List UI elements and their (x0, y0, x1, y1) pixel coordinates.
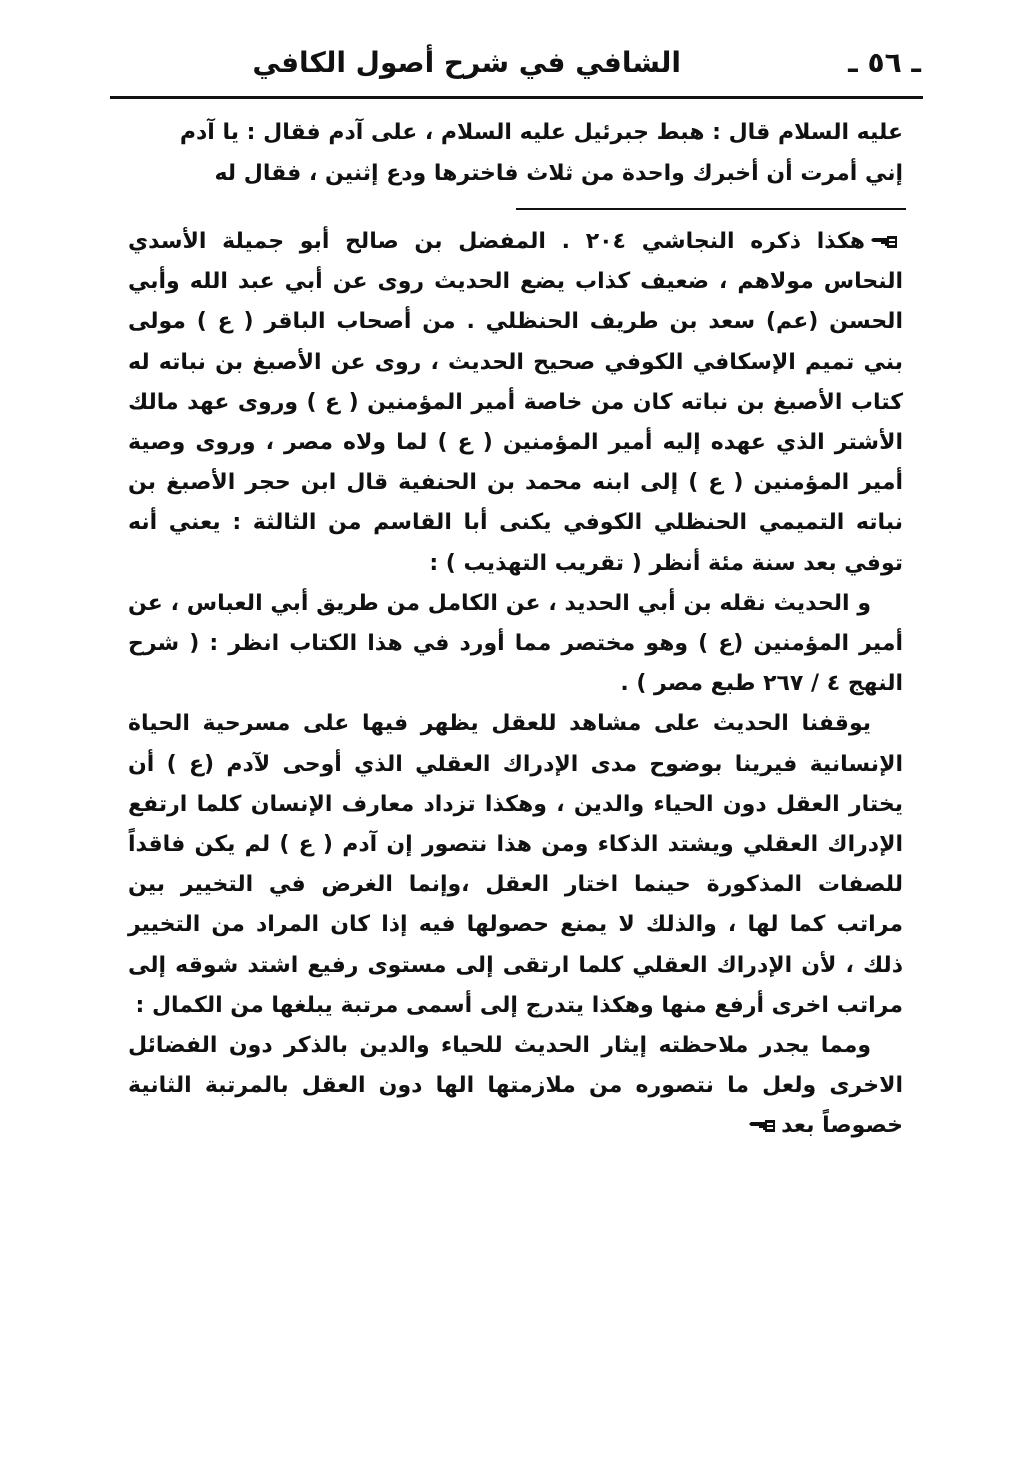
footnotes (128, 222, 903, 1147)
footnote-paragraph (128, 222, 903, 584)
footnote-paragraph (128, 1026, 903, 1147)
footnote-paragraph: يوقفنا الحديث على مشاهد للعقل يظهر فيها على مسرحية الحياة الإنسانية فيرينا بوضوح مدى الإدراك العقلي الذي أوحى لآدم (ع ) أن يختار العقل دون الحياء والدين ، وهكذا تزداد معارف الإنسان كلما ارتفع الإدراك العقلي ويشتد الذكاء ومن هذا نتصور إن آدم ( ع ) لم يكن فاقداً للصفات المذكورة حينما اختار العقل ،وإنما الغرض في التخيير بين مراتب كما لها ، والذلك لا يمنع حصولها فيه إذا كان المراد من التخيير ذلك ، لأن الإدراك العقلي كلما ارتقى إلى مستوى رفيع اشتد شوقه إلى مراتب اخرى أرفع منها وهكذا يتدرج إلى أسمى مرتبة يبلغها من الكمال : (128, 711, 903, 1018)
header-rule (110, 96, 923, 99)
running-title: الشافي في شرح أصول الكافي (252, 46, 681, 79)
page-number: ـ ٥٦ ـ (848, 46, 921, 79)
main-text (128, 112, 903, 194)
main-text-line: إني أمرت أن أخبرك واحدة من ثلاث فاخترها ودع إثنين ، فقال له (214, 161, 903, 186)
footnote-text: ومما يجدر ملاحظته إيثار الحديث للحياء والدين بالذكر دون الفضائل الاخرى ولعل ما نتصوره من ملازمتها الها دون العقل بالمرتبة الثانية خصوصاً بعد (128, 1033, 903, 1139)
footnote-paragraph: و الحديث نقله بن أبي الحديد ، عن الكامل من طريق أبي العباس ، عن أمير المؤمنين (ع ) وهو مختصر مما أورد في هذا الكتاب انظر : ( شرح النهج ٤ / ٢٦٧ طبع مصر ) . (128, 590, 903, 697)
main-text-line: عليه السلام قال : هبط جبرئيل عليه السلام ، على آدم فقال : يا آدم (179, 120, 903, 145)
footnote-text: هكذا ذكره النجاشي ٢٠٤ . المفضل بن صالح أبو جميلة الأسدي النحاس مولاهم ، ضعيف كذاب يضع الحديث روى عن أبي عبد الله وأبي الحسن (عم) سعد بن طريف الحنظلي . من أصحاب الباقر ( ع ) مولى بني تميم الإسكافي الكوفي صحيح الحديث ، روى عن الأصبغ بن نباته له كتاب الأصبغ بن نباته كان من خاصة أمير المؤمنين ( ع ) وروى عهد مالك الأشتر الذي عهده إليه أمير المؤمنين ( ع ) لما ولاه مصر ، وروى وصية أمير المؤمنين ( ع ) إلى ابنه محمد بن الحنفية قال ابن حجر الأصبغ بن نباته التميمي الحنظلي الكوفي يكنى أبا القاسم من الثالثة : يعني أنه توفي بعد سنة مئة أنظر ( تقريب التهذيب ) : (128, 229, 903, 576)
footnote-separator (516, 208, 906, 210)
pointing-hand-icon (869, 234, 899, 250)
pointing-hand-icon (747, 1118, 777, 1134)
page-header (110, 40, 921, 92)
